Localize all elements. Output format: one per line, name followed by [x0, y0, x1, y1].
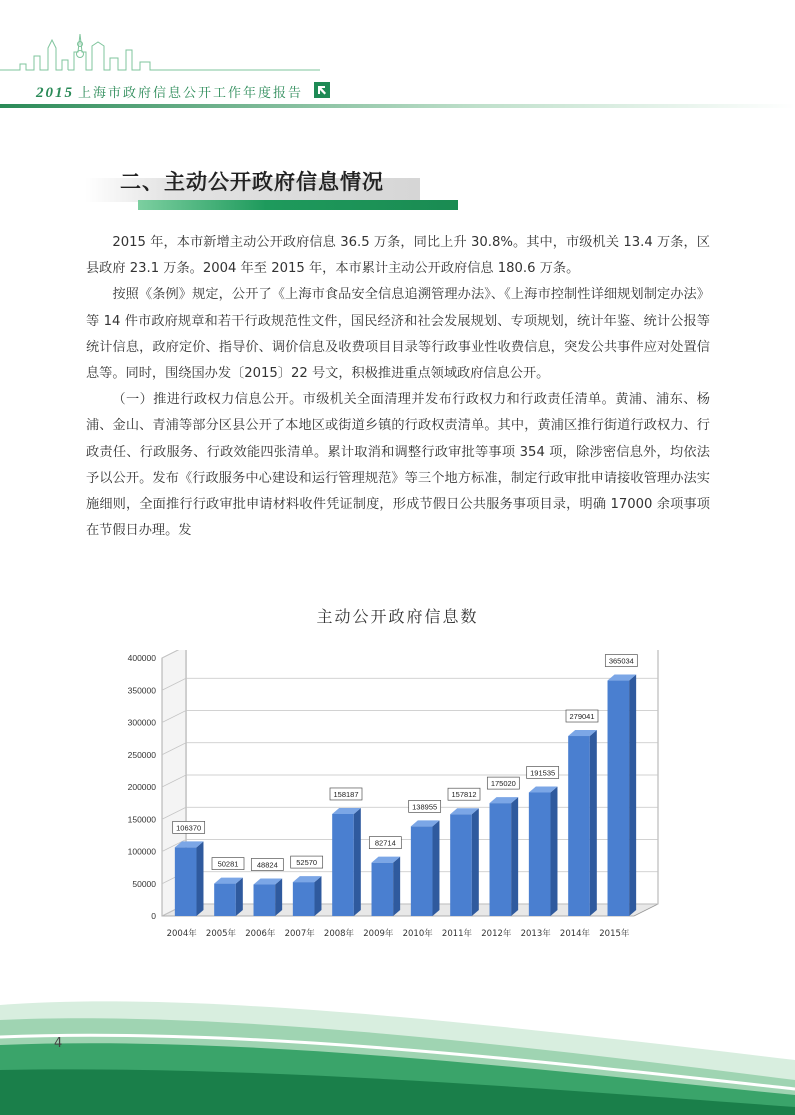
- y-tick-label: 150000: [127, 814, 156, 825]
- x-tick-label: 2015年: [599, 929, 630, 939]
- x-tick-label: 2012年: [481, 929, 512, 939]
- bar-side: [275, 879, 282, 916]
- report-title-text: 上海市政府信息公开工作年度报告: [78, 86, 304, 101]
- paragraph: （一）推进行政权力信息公开。市级机关全面清理并发布行政权力和行政责任清单。黄浦、浦东、杨浦、金山、青浦等部分区县公开了本地区或街道乡镇的行政权责清单。其中，黄浦区推行街道行政权力、行政责任、行政服务、行政效能四张清单。累计取消和调整行政审批等事项 354 项，除涉密信息外，均依法予以公开。发布《行政服务中心建设和运行管理规范》等三个地方标准，制定行政审批申请接收管理办法实施细则，全面推行行政审批申请材料收件凭证制度，形成节假日公共服务事项目录，明确 17000 余项事项在节假日办理。发: [86, 392, 710, 539]
- data-label: 82714: [374, 838, 396, 848]
- bar-side: [314, 876, 321, 916]
- report-title: [36, 82, 303, 102]
- bar: [175, 847, 197, 916]
- data-label: 175020: [490, 779, 516, 789]
- bar-side: [432, 820, 439, 916]
- page-header: [0, 0, 795, 110]
- bar: [254, 885, 276, 916]
- bar-side: [354, 808, 361, 916]
- data-label: 138955: [412, 802, 438, 812]
- data-label: 52570: [296, 858, 318, 868]
- bar: [529, 792, 551, 916]
- header-rule: [0, 104, 795, 108]
- x-tick-label: 2008年: [323, 929, 355, 939]
- x-tick-label: 2011年: [441, 929, 473, 939]
- report-year: 2015: [36, 85, 74, 101]
- bar: [411, 826, 433, 916]
- x-tick-label: 2007年: [284, 929, 315, 939]
- bar-side: [590, 730, 597, 916]
- bar-side: [196, 841, 203, 916]
- bar: [332, 814, 354, 916]
- bar: [568, 736, 590, 916]
- x-tick-label: 2014年: [559, 929, 591, 939]
- data-label: 279041: [569, 712, 595, 722]
- y-tick-label: 350000: [127, 685, 156, 696]
- y-tick-label: 300000: [127, 717, 156, 728]
- bar-chart: [110, 650, 670, 970]
- bar: [608, 681, 630, 916]
- skyline-illustration: [0, 30, 320, 82]
- bar-side: [629, 675, 636, 916]
- footer-wave-decoration: [0, 985, 795, 1115]
- section-title: 二、主动公开政府信息情况: [120, 170, 384, 194]
- data-label: 157812: [451, 790, 477, 800]
- x-tick-label: 2009年: [363, 929, 394, 939]
- bar: [490, 803, 512, 916]
- bar: [293, 882, 315, 916]
- y-tick-label: 250000: [127, 749, 156, 760]
- data-label: 50281: [217, 859, 239, 869]
- report-logo-icon: [314, 82, 330, 98]
- x-tick-label: 2013年: [520, 929, 551, 939]
- data-label: 106370: [176, 823, 202, 833]
- paragraph: 2015 年，本市新增主动公开政府信息 36.5 万条，同比上升 30.8%。其中，市级机关 13.4 万条，区县政府 23.1 万条。2004 年至 2015 年，本市累计主动公开政府信息 180.6 万条。: [86, 235, 710, 277]
- x-tick-label: 2005年: [205, 929, 237, 939]
- x-tick-label: 2004年: [166, 929, 197, 939]
- bar-side: [511, 797, 518, 916]
- bar-side: [236, 878, 243, 916]
- bar: [450, 814, 472, 916]
- paragraph: 按照《条例》规定，公开了《上海市食品安全信息追溯管理办法》、《上海市控制性详细规划制定办法》等 14 件市政府规章和若干行政规范性文件，国民经济和社会发展规划、专项规划，统计年鉴、统计公报等统计信息，政府定价、指导价、调价信息及收费项目目录等行政事业性收费信息，突发公共事件应对处置信息等。同时，围绕国办发〔2015〕22 号文，积极推进重点领域政府信息公开。: [86, 287, 710, 382]
- body-text: [86, 230, 710, 544]
- bar: [372, 863, 394, 916]
- data-label: 365034: [608, 656, 634, 666]
- bar-side: [550, 786, 557, 916]
- y-tick-label: 50000: [132, 878, 156, 889]
- section-title-accent-bar: [138, 200, 458, 210]
- y-tick-label: 100000: [127, 846, 156, 857]
- bar: [214, 884, 236, 916]
- y-tick-label: 400000: [127, 653, 156, 663]
- data-label: 48824: [256, 860, 278, 870]
- chart-title: 主动公开政府信息数: [316, 607, 479, 626]
- y-tick-label: 200000: [127, 782, 156, 792]
- bar-side: [393, 857, 400, 916]
- x-tick-label: 2006年: [245, 929, 276, 939]
- page-number: 4: [54, 1036, 63, 1051]
- bar-side: [472, 808, 479, 916]
- data-label: 158187: [333, 789, 359, 799]
- x-tick-label: 2010年: [402, 929, 433, 939]
- data-label: 191535: [530, 768, 556, 778]
- y-tick-label: 0: [151, 911, 156, 921]
